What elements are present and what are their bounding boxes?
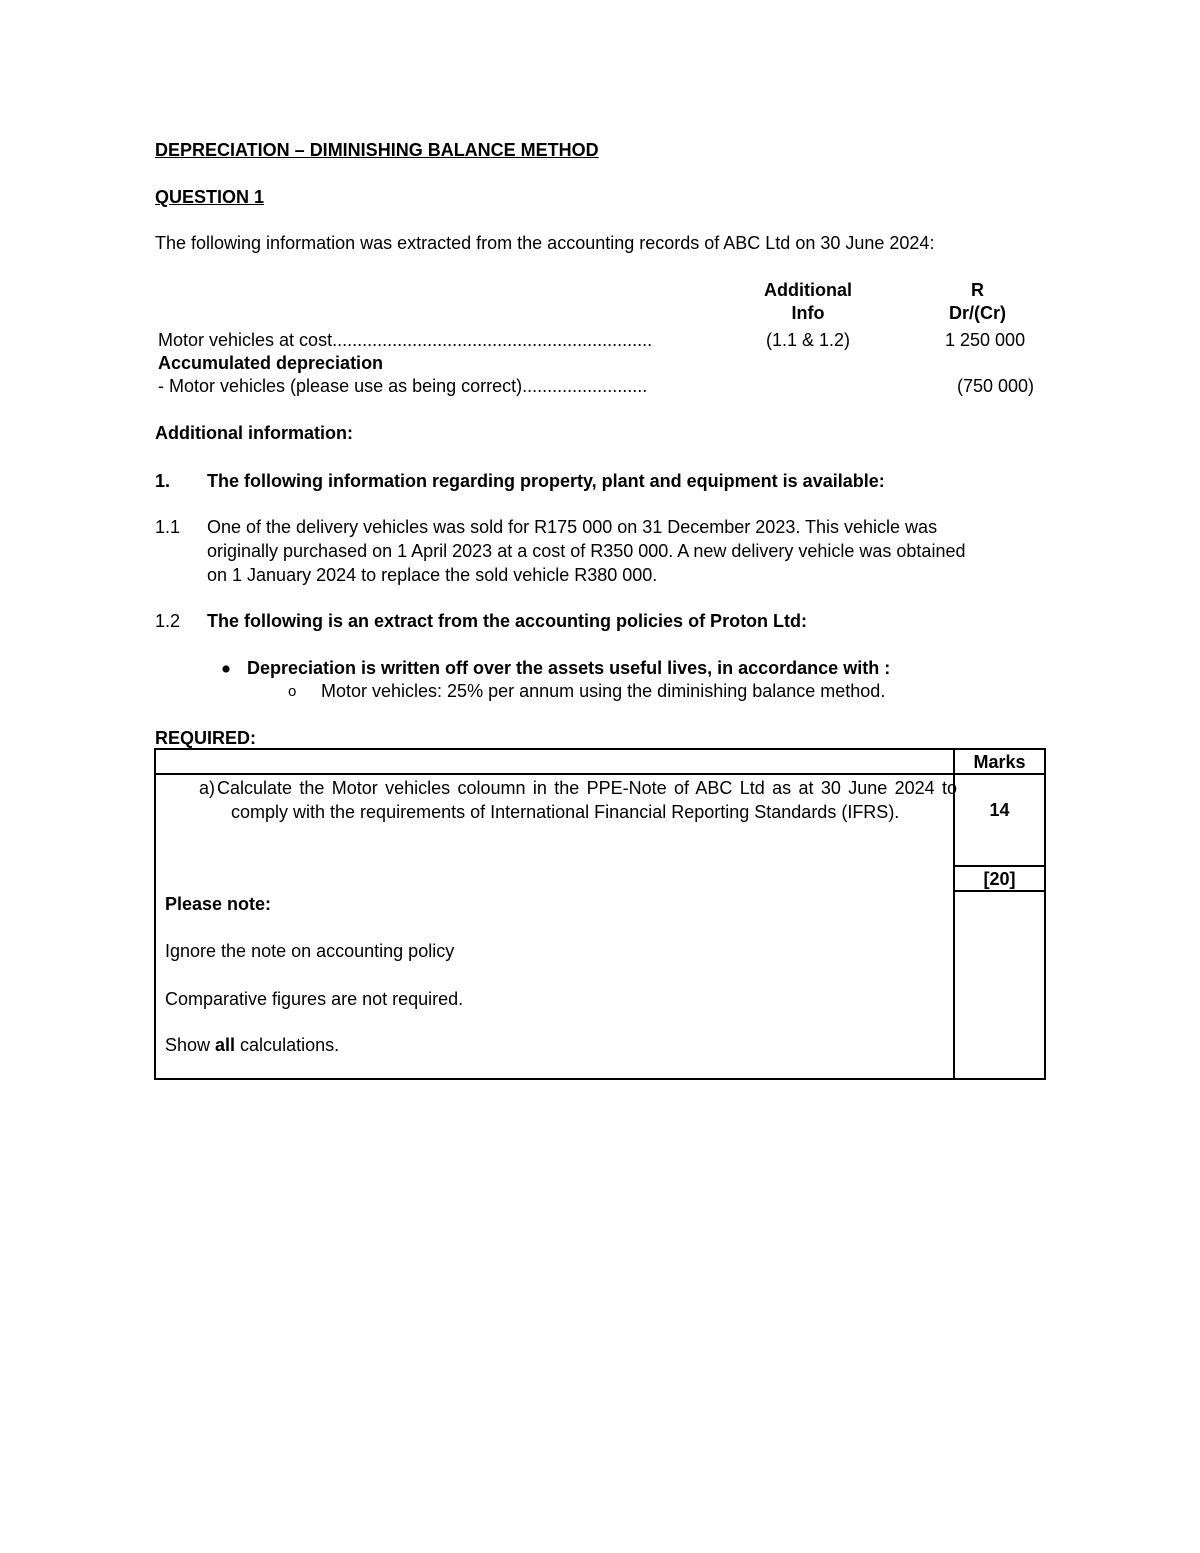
intro-text: The following information was extracted from the accounting records of ABC Ltd on 30 June 2024: bbox=[155, 233, 935, 253]
note-show-suffix: calculations. bbox=[235, 1035, 340, 1055]
item-1-1-number: 1.1 bbox=[155, 517, 181, 537]
note-no-comparatives: Comparative figures are not required. bbox=[165, 989, 464, 1009]
document-title: DEPRECIATION – DIMINISHING BALANCE METHOD bbox=[155, 140, 599, 160]
sub-bullet-text: Motor vehicles: 25% per annum using the diminishing balance method. bbox=[321, 681, 886, 701]
row-label-text: - Motor vehicles (please use as being correct) bbox=[158, 376, 523, 396]
bullet-dot-icon-svg bbox=[221, 657, 231, 679]
part-a-text: Calculate the Motor vehicles coloumn in the PPE-Note of ABC Ltd as at 30 June 2024 to comply with the requirements of International Financial Reporting Standards (IFRS). bbox=[217, 778, 957, 822]
item-1-1-line-1: One of the delivery vehicles was sold for R175 000 on 31 December 2023. This vehicle was bbox=[207, 517, 938, 537]
table-header-divider bbox=[156, 773, 1044, 775]
marks-divider-1 bbox=[953, 865, 1044, 867]
part-a-marks: 14 bbox=[989, 800, 1010, 820]
bullet-dot-icon bbox=[221, 657, 231, 684]
col-header-info-1: Additional bbox=[764, 280, 852, 300]
col-header-amount-2: Dr/(Cr) bbox=[949, 303, 1006, 323]
marks-header: Marks bbox=[973, 752, 1026, 772]
item-1-2-text: The following is an extract from the accounting policies of Proton Ltd: bbox=[207, 611, 808, 631]
note-show-calculations bbox=[165, 1034, 339, 1056]
row-motor-vehicles-cost-amount: 1 250 000 bbox=[945, 330, 1026, 350]
required-heading: REQUIRED: bbox=[155, 728, 257, 748]
item-1-text: The following information regarding property, plant and equipment is available: bbox=[207, 471, 885, 491]
row-label-text: Motor vehicles at cost bbox=[158, 330, 333, 350]
sub-bullet-marker-icon: o bbox=[288, 683, 297, 700]
row-acc-dep-motor-label bbox=[158, 375, 647, 397]
row-motor-vehicles-cost-label bbox=[158, 329, 652, 351]
note-show-bold: all bbox=[215, 1035, 236, 1055]
section-accumulated-depreciation: Accumulated depreciation bbox=[158, 353, 384, 373]
row-motor-vehicles-cost-info: (1.1 & 1.2) bbox=[765, 330, 851, 350]
please-note-heading: Please note: bbox=[165, 894, 272, 914]
leader-dots: ......................... bbox=[522, 376, 648, 396]
marks-divider-2 bbox=[953, 890, 1044, 892]
additional-info-heading: Additional information: bbox=[155, 423, 353, 443]
question-heading: QUESTION 1 bbox=[155, 187, 265, 207]
item-1-1-line-2: originally purchased on 1 April 2023 at a cost of R350 000. A new delivery vehicle was obtained bbox=[207, 541, 966, 561]
item-1-number: 1. bbox=[155, 471, 171, 491]
note-show-prefix: Show bbox=[165, 1035, 216, 1055]
note-ignore-policy: Ignore the note on accounting policy bbox=[165, 941, 455, 961]
row-acc-dep-motor-amount: (750 000) bbox=[957, 376, 1035, 396]
item-1-1-line-3: on 1 January 2024 to replace the sold vehicle R380 000. bbox=[207, 565, 658, 585]
col-header-amount-1: R bbox=[971, 280, 984, 300]
col-header-info-2: Info bbox=[791, 303, 825, 323]
total-marks: [20] bbox=[983, 869, 1016, 889]
part-a-prefix: a) bbox=[199, 778, 216, 798]
bullet-text: Depreciation is written off over the assets useful lives, in accordance with : bbox=[247, 658, 891, 678]
item-1-2-number: 1.2 bbox=[155, 611, 181, 631]
leader-dots: ................................................................ bbox=[332, 330, 653, 350]
